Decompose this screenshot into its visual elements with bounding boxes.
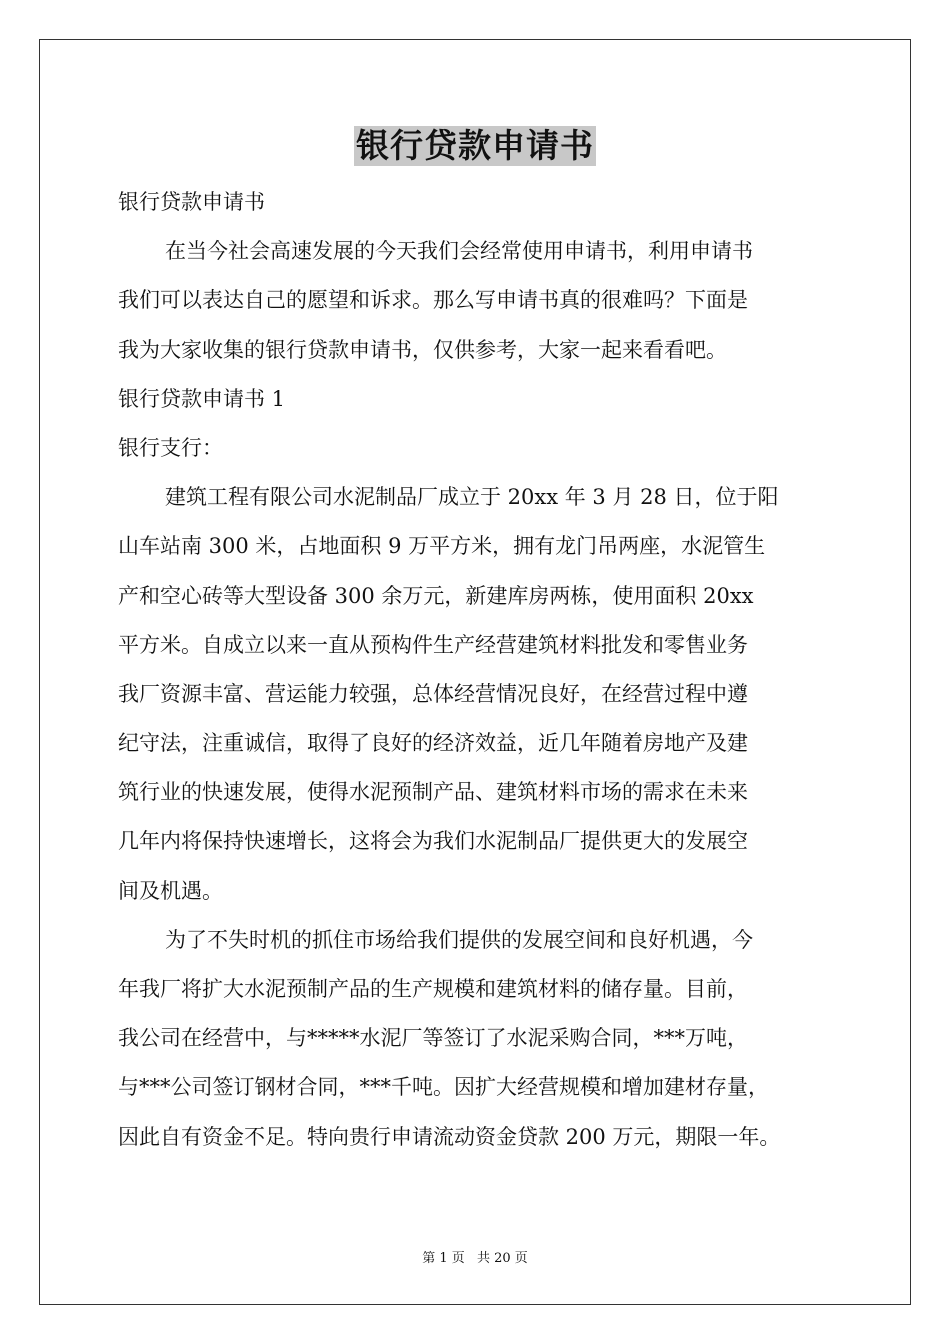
body-line: 在当今社会高速发展的今天我们会经常使用申请书，利用申请书 xyxy=(165,239,753,264)
page-number: 第 1 页 xyxy=(422,1251,465,1266)
body-line: 银行贷款申请书 xyxy=(118,190,265,214)
body-line: 我为大家收集的银行贷款申请书，仅供参考，大家一起来看看吧。 xyxy=(118,337,727,362)
body-line: 我公司在经营中，与*****水泥厂等签订了水泥采购合同，***万吨， xyxy=(118,1026,748,1051)
body-line: 建筑工程有限公司水泥制品厂成立于 20xx 年 3 月 28 日，位于阳 xyxy=(165,485,779,510)
body-line: 为了不失时机的抓住市场给我们提供的发展空间和良好机遇，今 xyxy=(165,927,753,952)
body-line: 间及机遇。 xyxy=(118,878,223,903)
body-line: 银行支行： xyxy=(118,435,223,460)
body-line: 因此自有资金不足。特向贵行申请流动资金贷款 200 万元，期限一年。 xyxy=(118,1124,781,1149)
body-line: 平方米。自成立以来一直从预构件生产经营建筑材料批发和零售业务 xyxy=(118,632,748,657)
body-line: 产和空心砖等大型设备 300 余万元，新建库房两栋，使用面积 20xx xyxy=(118,583,754,608)
body-line: 与***公司签订钢材合同，***千吨。因扩大经营规模和增加建材存量， xyxy=(118,1075,769,1100)
page-total: 共 20 页 xyxy=(476,1251,528,1266)
body-line: 几年内将保持快速增长，这将会为我们水泥制品厂提供更大的发展空 xyxy=(118,829,748,854)
document-title: 银行贷款申请书 xyxy=(356,126,594,165)
body-line: 纪守法，注重诚信，取得了良好的经济效益，近几年随着房地产及建 xyxy=(118,731,748,756)
body-line: 银行贷款申请书 1 xyxy=(118,386,286,411)
document-body xyxy=(118,178,838,1162)
body-line: 我们可以表达自己的愿望和诉求。那么写申请书真的很难吗？下面是 xyxy=(118,288,748,313)
body-line: 年我厂将扩大水泥预制产品的生产规模和建筑材料的储存量。目前， xyxy=(118,977,748,1001)
page-footer xyxy=(0,1247,950,1266)
body-line: 山车站南 300 米，占地面积 9 万平方米，拥有龙门吊两座，水泥管生 xyxy=(118,534,766,559)
title-container xyxy=(0,126,950,166)
body-line: 筑行业的快速发展，使得水泥预制产品、建筑材料市场的需求在未来 xyxy=(118,780,748,805)
body-line: 我厂资源丰富、营运能力较强，总体经营情况良好，在经营过程中遵 xyxy=(118,681,748,706)
